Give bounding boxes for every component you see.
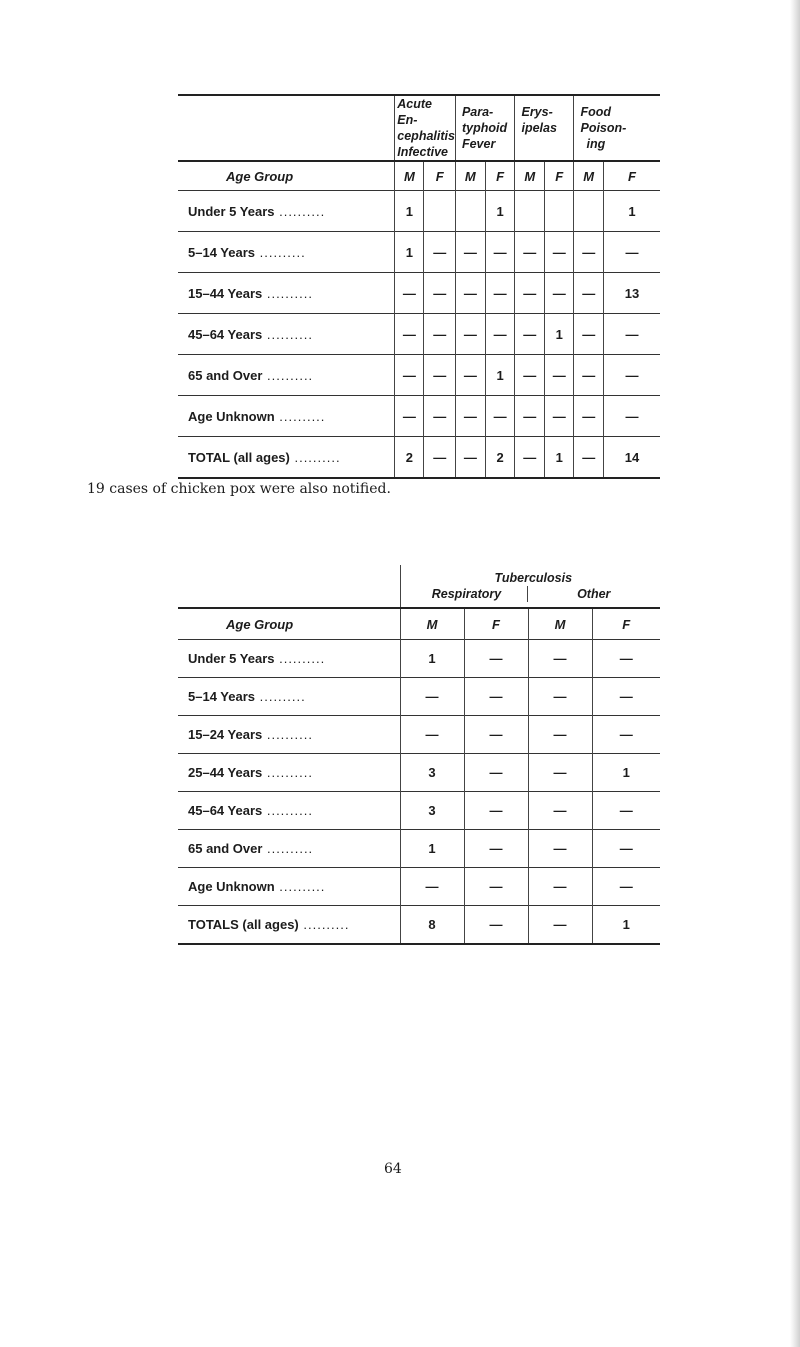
cell-value: — bbox=[424, 437, 455, 479]
cell-value: — bbox=[544, 232, 574, 273]
table-row bbox=[178, 273, 660, 314]
leader-dots: .......... bbox=[262, 326, 313, 342]
cell-value: — bbox=[400, 716, 464, 754]
cell-value: — bbox=[485, 396, 515, 437]
col-f: F bbox=[544, 161, 574, 191]
col-m: M bbox=[400, 608, 464, 640]
col-f: F bbox=[464, 608, 528, 640]
cell-value: — bbox=[592, 716, 660, 754]
col-f: F bbox=[603, 161, 660, 191]
leader-dots: .......... bbox=[262, 727, 313, 742]
col-m: M bbox=[574, 161, 603, 191]
cell-value: — bbox=[603, 355, 660, 396]
cell-value bbox=[544, 191, 574, 232]
tb-respiratory-label: Respiratory bbox=[431, 587, 502, 601]
leader-dots: .......... bbox=[274, 408, 326, 424]
table-row bbox=[178, 754, 660, 792]
leader-dots: .......... bbox=[262, 285, 313, 301]
cell-value: — bbox=[574, 314, 603, 355]
cell-value: — bbox=[515, 273, 545, 314]
col-m: M bbox=[515, 161, 545, 191]
leader-dots: .......... bbox=[298, 917, 350, 932]
table-row bbox=[178, 868, 660, 906]
cell-value: — bbox=[455, 355, 485, 396]
row-label bbox=[178, 191, 395, 232]
cell-value: 3 bbox=[400, 754, 464, 792]
cell-value bbox=[515, 191, 545, 232]
leader-dots: .......... bbox=[274, 651, 326, 666]
cell-value: 3 bbox=[400, 792, 464, 830]
cell-value: — bbox=[424, 273, 455, 314]
cell-value: — bbox=[464, 716, 528, 754]
cell-value: 1 bbox=[544, 314, 574, 355]
cell-value: — bbox=[464, 868, 528, 906]
cell-value: — bbox=[464, 906, 528, 945]
cell-value: — bbox=[603, 396, 660, 437]
cell-value: 1 bbox=[544, 437, 574, 479]
cell-value: 2 bbox=[485, 437, 515, 479]
cell-value: — bbox=[574, 355, 603, 396]
cell-value: 1 bbox=[592, 906, 660, 945]
table-row bbox=[178, 716, 660, 754]
tb-title: Tuberculosis bbox=[494, 571, 573, 585]
cell-value: — bbox=[424, 355, 455, 396]
tuberculosis-table bbox=[178, 565, 660, 945]
cell-value: — bbox=[424, 314, 455, 355]
cell-value: — bbox=[424, 232, 455, 273]
cell-value: — bbox=[528, 640, 592, 678]
leader-dots: .......... bbox=[255, 689, 306, 704]
group-header-paratyphoid: Para- typhoid Fever bbox=[455, 96, 515, 161]
leader-dots: .......... bbox=[262, 765, 313, 780]
cell-value: — bbox=[455, 232, 485, 273]
col-m: M bbox=[528, 608, 592, 640]
leader-dots: .......... bbox=[262, 803, 313, 818]
cell-value: — bbox=[464, 754, 528, 792]
row-label bbox=[178, 906, 400, 945]
row-label bbox=[178, 314, 395, 355]
col-f: F bbox=[592, 608, 660, 640]
row-label-text: 45–64 Years bbox=[188, 326, 263, 342]
row-label bbox=[178, 396, 395, 437]
cell-value: — bbox=[485, 273, 515, 314]
table-row bbox=[178, 906, 660, 945]
table-row bbox=[178, 355, 660, 396]
table-row bbox=[178, 830, 660, 868]
cell-value: — bbox=[464, 678, 528, 716]
group-header-erysipelas: Erys- ipelas bbox=[515, 96, 574, 161]
row-label bbox=[178, 678, 400, 716]
cell-value: — bbox=[544, 355, 574, 396]
row-label bbox=[178, 273, 395, 314]
cell-value: — bbox=[592, 792, 660, 830]
row-label-text: TOTALS (all ages) bbox=[188, 917, 299, 932]
leader-dots: .......... bbox=[289, 449, 341, 465]
cell-value: — bbox=[485, 232, 515, 273]
cell-value: — bbox=[528, 792, 592, 830]
col-f: F bbox=[424, 161, 455, 191]
row-label-text: 15–24 Years bbox=[188, 727, 263, 742]
cell-value: — bbox=[464, 830, 528, 868]
table-row bbox=[178, 437, 660, 479]
cell-value: 8 bbox=[400, 906, 464, 945]
cell-value: — bbox=[515, 314, 545, 355]
cell-value: 1 bbox=[395, 191, 424, 232]
cell-value: — bbox=[515, 232, 545, 273]
cell-value: 1 bbox=[395, 232, 424, 273]
group-header-encephalitis: Acute En- cephalitis Infective bbox=[395, 96, 456, 161]
table-row bbox=[178, 232, 660, 273]
cell-value: — bbox=[395, 314, 424, 355]
page-edge-shadow bbox=[790, 0, 800, 1347]
cell-value: — bbox=[574, 232, 603, 273]
cell-value: — bbox=[455, 396, 485, 437]
cell-value: — bbox=[395, 396, 424, 437]
cell-value: — bbox=[592, 678, 660, 716]
row-label bbox=[178, 716, 400, 754]
cell-value: — bbox=[455, 314, 485, 355]
table-row bbox=[178, 396, 660, 437]
cell-value: — bbox=[592, 640, 660, 678]
row-label-text: Age Unknown bbox=[188, 879, 275, 894]
leader-dots: .......... bbox=[255, 244, 306, 260]
chicken-pox-note: 19 cases of chicken pox were also notified. bbox=[87, 481, 391, 497]
row-label bbox=[178, 868, 400, 906]
cell-value: — bbox=[455, 437, 485, 479]
cell-value: — bbox=[603, 232, 660, 273]
cell-value: — bbox=[574, 437, 603, 479]
row-label-text: Under 5 Years bbox=[188, 203, 275, 219]
row-label bbox=[178, 437, 395, 479]
col-m: M bbox=[395, 161, 424, 191]
leader-dots: .......... bbox=[274, 203, 326, 219]
tb-group-header bbox=[400, 565, 660, 608]
cell-value bbox=[424, 191, 455, 232]
row-label-text: 65 and Over bbox=[188, 367, 263, 383]
cell-value: — bbox=[528, 678, 592, 716]
cell-value: 13 bbox=[603, 273, 660, 314]
cell-value: — bbox=[485, 314, 515, 355]
cell-value bbox=[455, 191, 485, 232]
row-label-text: 15–44 Years bbox=[188, 285, 263, 301]
leader-dots: .......... bbox=[262, 367, 314, 383]
age-group-heading: Age Group bbox=[178, 161, 395, 191]
cell-value: 1 bbox=[485, 191, 515, 232]
row-label-text: 25–44 Years bbox=[188, 765, 263, 780]
cell-value: — bbox=[528, 754, 592, 792]
row-label-text: 5–14 Years bbox=[188, 689, 255, 704]
cell-value: — bbox=[464, 640, 528, 678]
col-m: M bbox=[455, 161, 485, 191]
col-f: F bbox=[485, 161, 515, 191]
cell-value: — bbox=[544, 396, 574, 437]
cell-value: — bbox=[528, 868, 592, 906]
cell-value: 1 bbox=[400, 830, 464, 868]
table-row bbox=[178, 792, 660, 830]
cell-value: — bbox=[455, 273, 485, 314]
row-label-text: Under 5 Years bbox=[188, 651, 275, 666]
row-label-text: 65 and Over bbox=[188, 841, 263, 856]
page-number: 64 bbox=[384, 1161, 402, 1177]
cell-value: — bbox=[592, 868, 660, 906]
cell-value: — bbox=[592, 830, 660, 868]
row-label bbox=[178, 355, 395, 396]
cell-value: — bbox=[395, 273, 424, 314]
tb-other-label: Other bbox=[527, 586, 661, 602]
leader-dots: .......... bbox=[262, 841, 314, 856]
row-label bbox=[178, 754, 400, 792]
cell-value: — bbox=[603, 314, 660, 355]
group-header-food-poisoning: Food Poison- ing bbox=[574, 96, 660, 161]
cell-value: 14 bbox=[603, 437, 660, 479]
cell-value: 1 bbox=[603, 191, 660, 232]
row-label bbox=[178, 232, 395, 273]
cell-value: — bbox=[515, 355, 545, 396]
age-group-heading: Age Group bbox=[178, 608, 400, 640]
row-label-text: Age Unknown bbox=[188, 408, 275, 424]
cell-value: — bbox=[395, 355, 424, 396]
cell-value: — bbox=[528, 830, 592, 868]
row-label bbox=[178, 830, 400, 868]
cell-value: — bbox=[400, 868, 464, 906]
cell-value: 2 bbox=[395, 437, 424, 479]
row-label bbox=[178, 792, 400, 830]
cell-value: — bbox=[464, 792, 528, 830]
cell-value: — bbox=[574, 396, 603, 437]
table-row bbox=[178, 314, 660, 355]
row-label-text: TOTAL (all ages) bbox=[188, 449, 290, 465]
leader-dots: .......... bbox=[274, 879, 326, 894]
cell-value: 1 bbox=[485, 355, 515, 396]
cell-value: — bbox=[544, 273, 574, 314]
cell-value: 1 bbox=[400, 640, 464, 678]
table-row bbox=[178, 191, 660, 232]
cell-value: — bbox=[574, 273, 603, 314]
cell-value: — bbox=[515, 396, 545, 437]
cell-value: 1 bbox=[592, 754, 660, 792]
table-row bbox=[178, 640, 660, 678]
cell-value: — bbox=[424, 396, 455, 437]
notifiable-diseases-table bbox=[178, 94, 660, 479]
row-label-text: 45–64 Years bbox=[188, 803, 263, 818]
cell-value: — bbox=[528, 906, 592, 945]
cell-value: — bbox=[528, 716, 592, 754]
table-row bbox=[178, 678, 660, 716]
row-label-text: 5–14 Years bbox=[188, 244, 255, 260]
row-label bbox=[178, 640, 400, 678]
cell-value: — bbox=[515, 437, 545, 479]
cell-value: — bbox=[400, 678, 464, 716]
cell-value bbox=[574, 191, 603, 232]
